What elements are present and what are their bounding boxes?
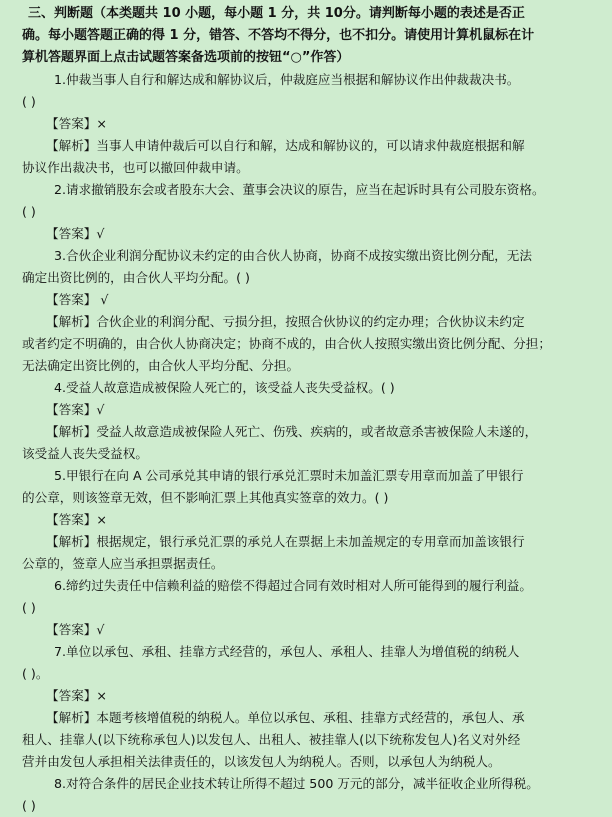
text-line: 公章的，签章人应当承担票据责任。 — [22, 556, 224, 571]
text-line: 【解析】受益人故意造成被保险人死亡、伤残、疾病的，或者故意杀害被保险人未遂的， — [46, 424, 538, 439]
section-heading-line-1: 三、判断题（本类题共 10 小题，每小题 1 分，共 10分。请判断每小题的表述是否正 — [28, 6, 525, 21]
text-line: 确定出资比例的，由合伙人平均分配。( ) — [22, 270, 250, 285]
text-line: 租人、挂靠人(以下统称承包人)以发包人、出租人、被挂靠人(以下统称发包人)名义对外经 — [22, 732, 521, 747]
text-line: 协议作出裁决书，也可以撤回仲裁申请。 — [22, 160, 249, 175]
text-line: 营并由发包人承担相关法律责任的，以该发包人为纳税人。否则，以承包人为纳税人。 — [22, 754, 501, 769]
text-line: ( ) — [22, 600, 36, 615]
text-line: 【解析】合伙企业的利润分配、亏损分担，按照合伙协议的约定办理；合伙协议未约定 — [46, 314, 525, 329]
section-heading-line-2: 确。每小题答题正确的得 1 分，错答、不答均不得分，也不扣分。请使用计算机鼠标在计 — [22, 28, 535, 43]
text-line: 【答案】× — [46, 512, 107, 527]
text-line: 5.甲银行在向 A 公司承兑其申请的银行承兑汇票时未加盖汇票专用章而加盖了甲银行 — [54, 468, 524, 483]
text-line: ( ) — [22, 94, 36, 109]
text-line: ( )。 — [22, 666, 49, 681]
text-line: 的公章，则该签章无效，但不影响汇票上其他真实签章的效力。( ) — [22, 490, 389, 505]
text-line: 或者约定不明确的，由合伙人协商决定；协商不成的，由合伙人按照实缴出资比例分配、分担； — [22, 336, 551, 351]
text-line: 1.仲裁当事人自行和解达成和解协议后，仲裁庭应当根据和解协议作出仲裁裁决书。 — [54, 72, 520, 87]
text-line: 【解析】当事人申请仲裁后可以自行和解，达成和解协议的，可以请求仲裁庭根据和解 — [46, 138, 525, 153]
text-line: 3.合伙企业利润分配协议未约定的由合伙人协商，协商不成按实缴出资比例分配，无法 — [54, 248, 532, 263]
text-line: 【答案】 √ — [46, 292, 109, 307]
text-line: ( ) — [22, 204, 36, 219]
section-heading-line-3: 算机答题界面上点击试题答案备选项前的按钮“○”作答） — [22, 50, 350, 65]
text-line: 【答案】√ — [46, 402, 105, 417]
question-list — [22, 69, 598, 817]
text-line: ( ) — [22, 798, 36, 813]
text-line: 【解析】根据规定，银行承兑汇票的承兑人在票据上未加盖规定的专用章而加盖该银行 — [46, 534, 525, 549]
text-line: 【答案】× — [46, 688, 107, 703]
text-line: 【答案】× — [46, 116, 107, 131]
text-line: 【答案】√ — [46, 226, 105, 241]
text-line: 7.单位以承包、承租、挂靠方式经营的，承包人、承租人、挂靠人为增值税的纳税人 — [54, 644, 520, 659]
text-line: 4.受益人故意造成被保险人死亡的，该受益人丧失受益权。( ) — [54, 380, 395, 395]
text-line: 【答案】√ — [46, 622, 105, 637]
text-line: 8.对符合条件的居民企业技术转让所得不超过 500 万元的部分，减半征收企业所得税。 — [54, 776, 539, 791]
text-line: 【解析】本题考核增值税的纳税人。单位以承包、承租、挂靠方式经营的，承包人、承 — [46, 710, 525, 725]
text-line: 该受益人丧失受益权。 — [22, 446, 148, 461]
text-line: 2.请求撤销股东会或者股东大会、董事会决议的原告，应当在起诉时具有公司股东资格。 — [54, 182, 545, 197]
text-line: 6.缔约过失责任中信赖利益的赔偿不得超过合同有效时相对人所可能得到的履行利益。 — [54, 578, 532, 593]
text-line: 无法确定出资比例的，由合伙人平均分配、分担。 — [22, 358, 300, 373]
